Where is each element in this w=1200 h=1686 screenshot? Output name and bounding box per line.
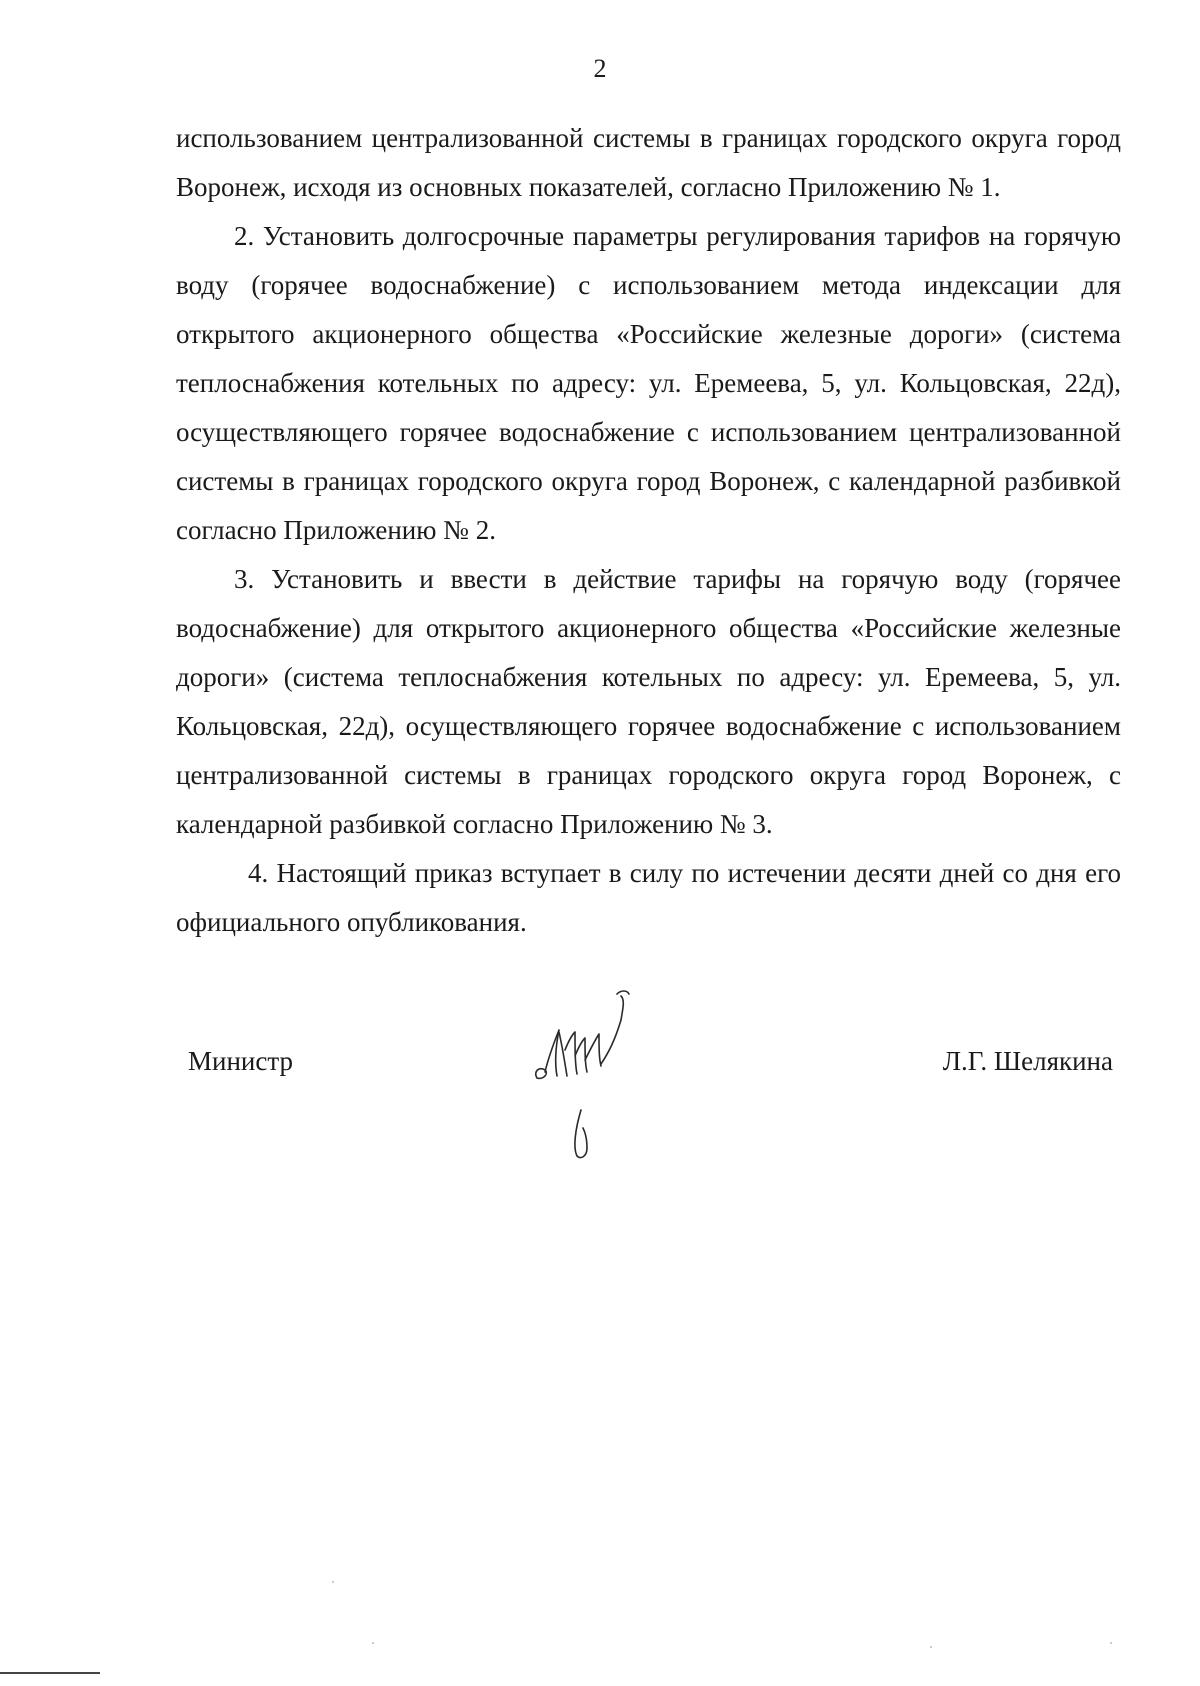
paragraph-1-continuation: использованием централизованной системы в границах городского округа город Воронеж, исходя из основных показателей, согласно Приложению № 1. (176, 123, 1121, 202)
scan-speck (930, 1646, 932, 1648)
page-number: 2 (593, 54, 607, 83)
scan-speck (372, 1642, 374, 1644)
handwritten-signature (525, 960, 675, 1170)
document-body (176, 114, 1121, 947)
signatory-title: Министр (188, 1046, 293, 1076)
paragraph-3: 3. Установить и ввести в действие тарифы на горячую воду (горячее водоснабжение) для открытого акционерного общества «Российские железные дороги» (система теплоснабжения котельных по адресу: ул. Еремеева, 5, ул. Кольцовская, 22д), осуществляющего горячее водоснабжение с использованием централизованной системы в границах городского округа город Воронеж, с календарной разбивкой согласно Приложению № 3. (176, 564, 1121, 839)
scan-edge-mark (0, 1672, 100, 1678)
signatory-name: Л.Г. Шелякина (942, 1046, 1113, 1076)
scan-speck (1110, 1642, 1112, 1644)
paragraph-4: 4. Настоящий приказ вступает в силу по истечении десяти дней со дня его официального опубликования. (176, 858, 1121, 937)
paragraph-2: 2. Установить долгосрочные параметры регулирования тарифов на горячую воду (горячее водоснабжение) с использованием метода индексации для открытого акционерного общества «Российские железные дороги» (система теплоснабжения котельных по адресу: ул. Еремеева, 5, ул. Кольцовская, 22д), осуществляющего горячее водоснабжение с использованием централизованной системы в границах городского округа город Воронеж, с календарной разбивкой согласно Приложению № 2. (176, 221, 1121, 545)
scan-speck (332, 1581, 334, 1583)
